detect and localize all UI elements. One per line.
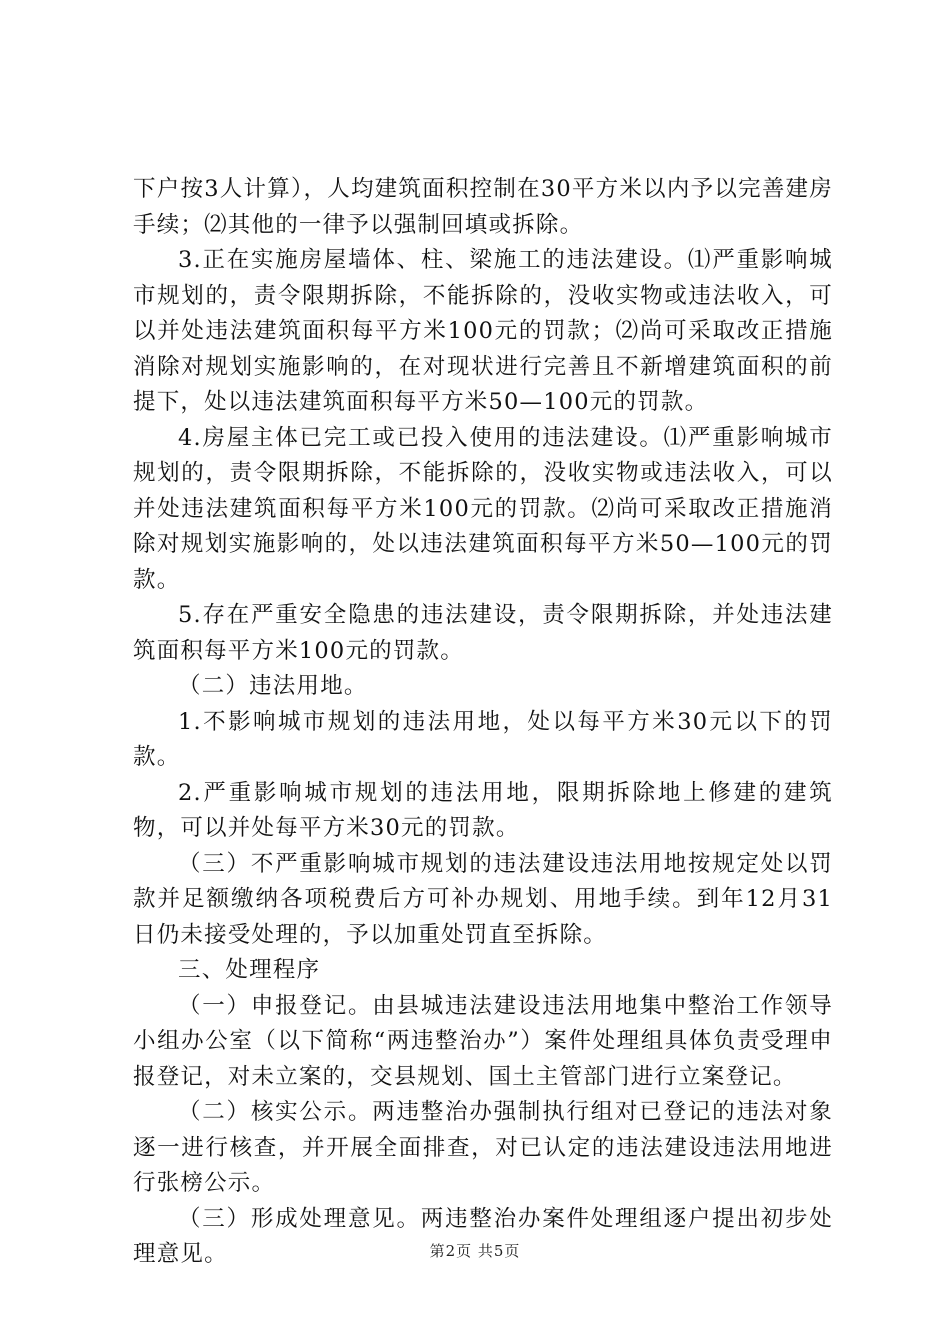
paragraph-procedure-verification: （二）核实公示。两违整治办强制执行组对已登记的违法对象逐一进行核查，并开展全面排查，对已认定的违法建设违法用地进行张榜公示。 <box>133 1099 833 1196</box>
paragraph-procedure-registration: （一）申报登记。由县城违法建设违法用地集中整治工作领导小组办公室（以下简称“两违整治办”）案件处理组具体负责受理申报登记，对未立案的，交县规划、国土主管部门进行立案登记。 <box>133 992 833 1090</box>
section-heading-illegal-land-use: （二）违法用地。 <box>178 673 368 699</box>
paragraph-item-5: 5.存在严重安全隐患的违法建设，责令限期拆除，并处违法建筑面积每平方米100元的罚款。 <box>133 602 833 664</box>
paragraph-continuation: 下户按3人计算），人均建筑面积控制在30平方米以内予以完善建房手续；⑵其他的一律予以强制回填或拆除。 <box>133 176 833 238</box>
page-footer: 第2页 共5页 <box>429 1242 521 1260</box>
paragraph-procedure-opinion: （三）形成处理意见。两违整治办案件处理组逐户提出初步处理意见。 <box>133 1205 833 1267</box>
paragraph-land-item-2: 2.严重影响城市规划的违法用地，限期拆除地上修建的建筑物，可以并处每平方米30元的罚款。 <box>133 779 833 841</box>
paragraph-item-3: 3.正在实施房屋墙体、柱、梁施工的违法建设。⑴严重影响城市规划的，责令限期拆除，不能拆除的，没收实物或违法收入，可以并处违法建筑面积每平方米100元的罚款；⑵尚可采取改正措施消除对规划实施影响的，在对现状进行完善且不新增建筑面积的前提下，处以违法建筑面积每平方米50—100元的罚款。 <box>133 247 833 415</box>
paragraph-section-three: （三）不严重影响城市规划的违法建设违法用地按规定处以罚款并足额缴纳各项税费后方可补办规划、用地手续。到年12月31日仍未接受处理的，予以加重处罚直至拆除。 <box>133 850 833 948</box>
document-body <box>133 172 833 1273</box>
section-heading-procedure: 三、处理程序 <box>178 957 321 983</box>
paragraph-land-item-1: 1.不影响城市规划的违法用地，处以每平方米30元以下的罚款。 <box>133 708 833 770</box>
paragraph-item-4: 4.房屋主体已完工或已投入使用的违法建设。⑴严重影响城市规划的，责令限期拆除，不能拆除的，没收实物或违法收入，可以并处违法建筑面积每平方米100元的罚款。⑵尚可采取改正措施消除对规划实施影响的，处以违法建筑面积每平方米50—100元的罚款。 <box>133 424 833 593</box>
